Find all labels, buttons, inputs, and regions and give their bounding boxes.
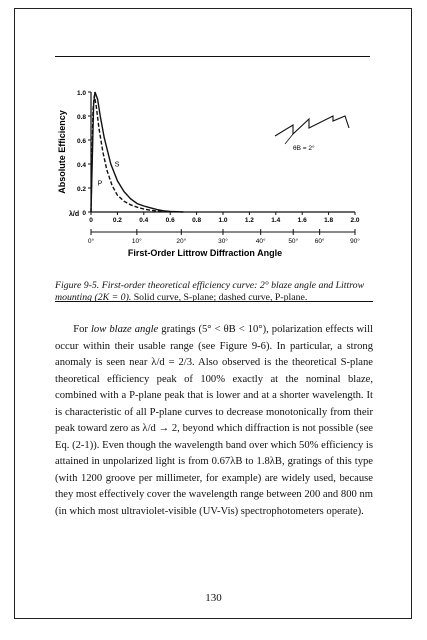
y-tick-label: 0.8 [76,114,86,121]
body-text-em: low blaze angle [90,324,159,335]
y-tick-label: 0 [82,210,86,217]
y-tick-label: 0.4 [76,162,86,169]
series-line-P [91,96,170,212]
x-tick-label: 0.2 [112,217,122,224]
y-tick-label: 0.6 [76,138,86,145]
lambda-d-label: λ/d [69,211,80,218]
angle-tick-label: 40° [255,238,266,245]
body-paragraph [55,322,373,520]
series-line-S [91,92,183,212]
body-text-a: For [73,324,91,335]
angle-tick-label: 30° [218,238,228,245]
caption-rule [55,301,373,302]
x-tick-label: 0.8 [192,217,202,224]
angle-tick-label: 0° [87,238,95,245]
caption-label: Figure 9-5. First-order theoretical efficiency curve: 2° blaze angle and Littrow mounting (2K = 0). [55,280,365,303]
header-rule [55,56,370,57]
y-tick-label: 1.0 [76,90,86,97]
series-label-S: S [114,161,120,169]
blaze-angle-indicator [285,134,293,144]
x-tick-label: 1.6 [297,217,307,224]
x-tick-label: 0.6 [165,217,175,224]
efficiency-chart [55,82,370,272]
angle-tick-label: 90° [350,238,360,245]
x-tick-label: 0.4 [139,217,149,224]
caption-rest: Solid curve, S-plane; dashed curve, P-plane. [131,292,308,303]
x-tick-label: 1.0 [218,217,228,224]
angle-tick-label: 60° [314,238,325,245]
x-axis-title: First-Order Littrow Diffraction Angle [127,248,283,258]
x-tick-label: 1.4 [271,217,281,224]
angle-tick-label: 50° [288,238,299,245]
efficiency-figure [55,82,370,272]
y-axis-label: Absolute Efficiency [57,110,67,194]
blaze-angle-label: θB = 2° [293,145,315,152]
y-tick-label: 0.2 [76,186,86,193]
angle-tick-label: 20° [176,238,187,245]
x-tick-label: 0 [89,217,93,224]
x-tick-label: 1.8 [324,217,334,224]
x-tick-label: 1.2 [244,217,254,224]
grating-profile-sketch [275,116,349,136]
x-axis-label [128,248,282,258]
series-label-P: P [97,180,103,188]
x-tick-label: 2.0 [350,217,360,224]
angle-tick-label: 10° [131,238,142,245]
page-number: 130 [205,592,222,604]
body-text-b: gratings (5° < θB < 10°), polarization effects will occur within their usable range (see Figure 9-6). In particular, a strong anomaly is seen near λ/d = 2/3. Also observed is the theoretical S-plane theoretical efficiency peak of 100% exactly at the nominal blaze, combined with a P-plane peak that is lower and at a shorter wavelength. It is characteristic of all P-plane curves to decrease monotonically from their peak toward zero as λ/d → 2, beyond which diffraction is not possible (see Eq. (2-1)). Even though the wavelength band over which 50% efficiency is attained in unpolarized light is from 0.67λB to 1.8λB, gratings of this type (with 1200 groove per millimeter, for example) are widely used, because they most effectively cover the wavelength range between 200 and 800 nm (in which most ultraviolet-visible (UV-Vis) spectrophotometers operate). [55,324,373,517]
